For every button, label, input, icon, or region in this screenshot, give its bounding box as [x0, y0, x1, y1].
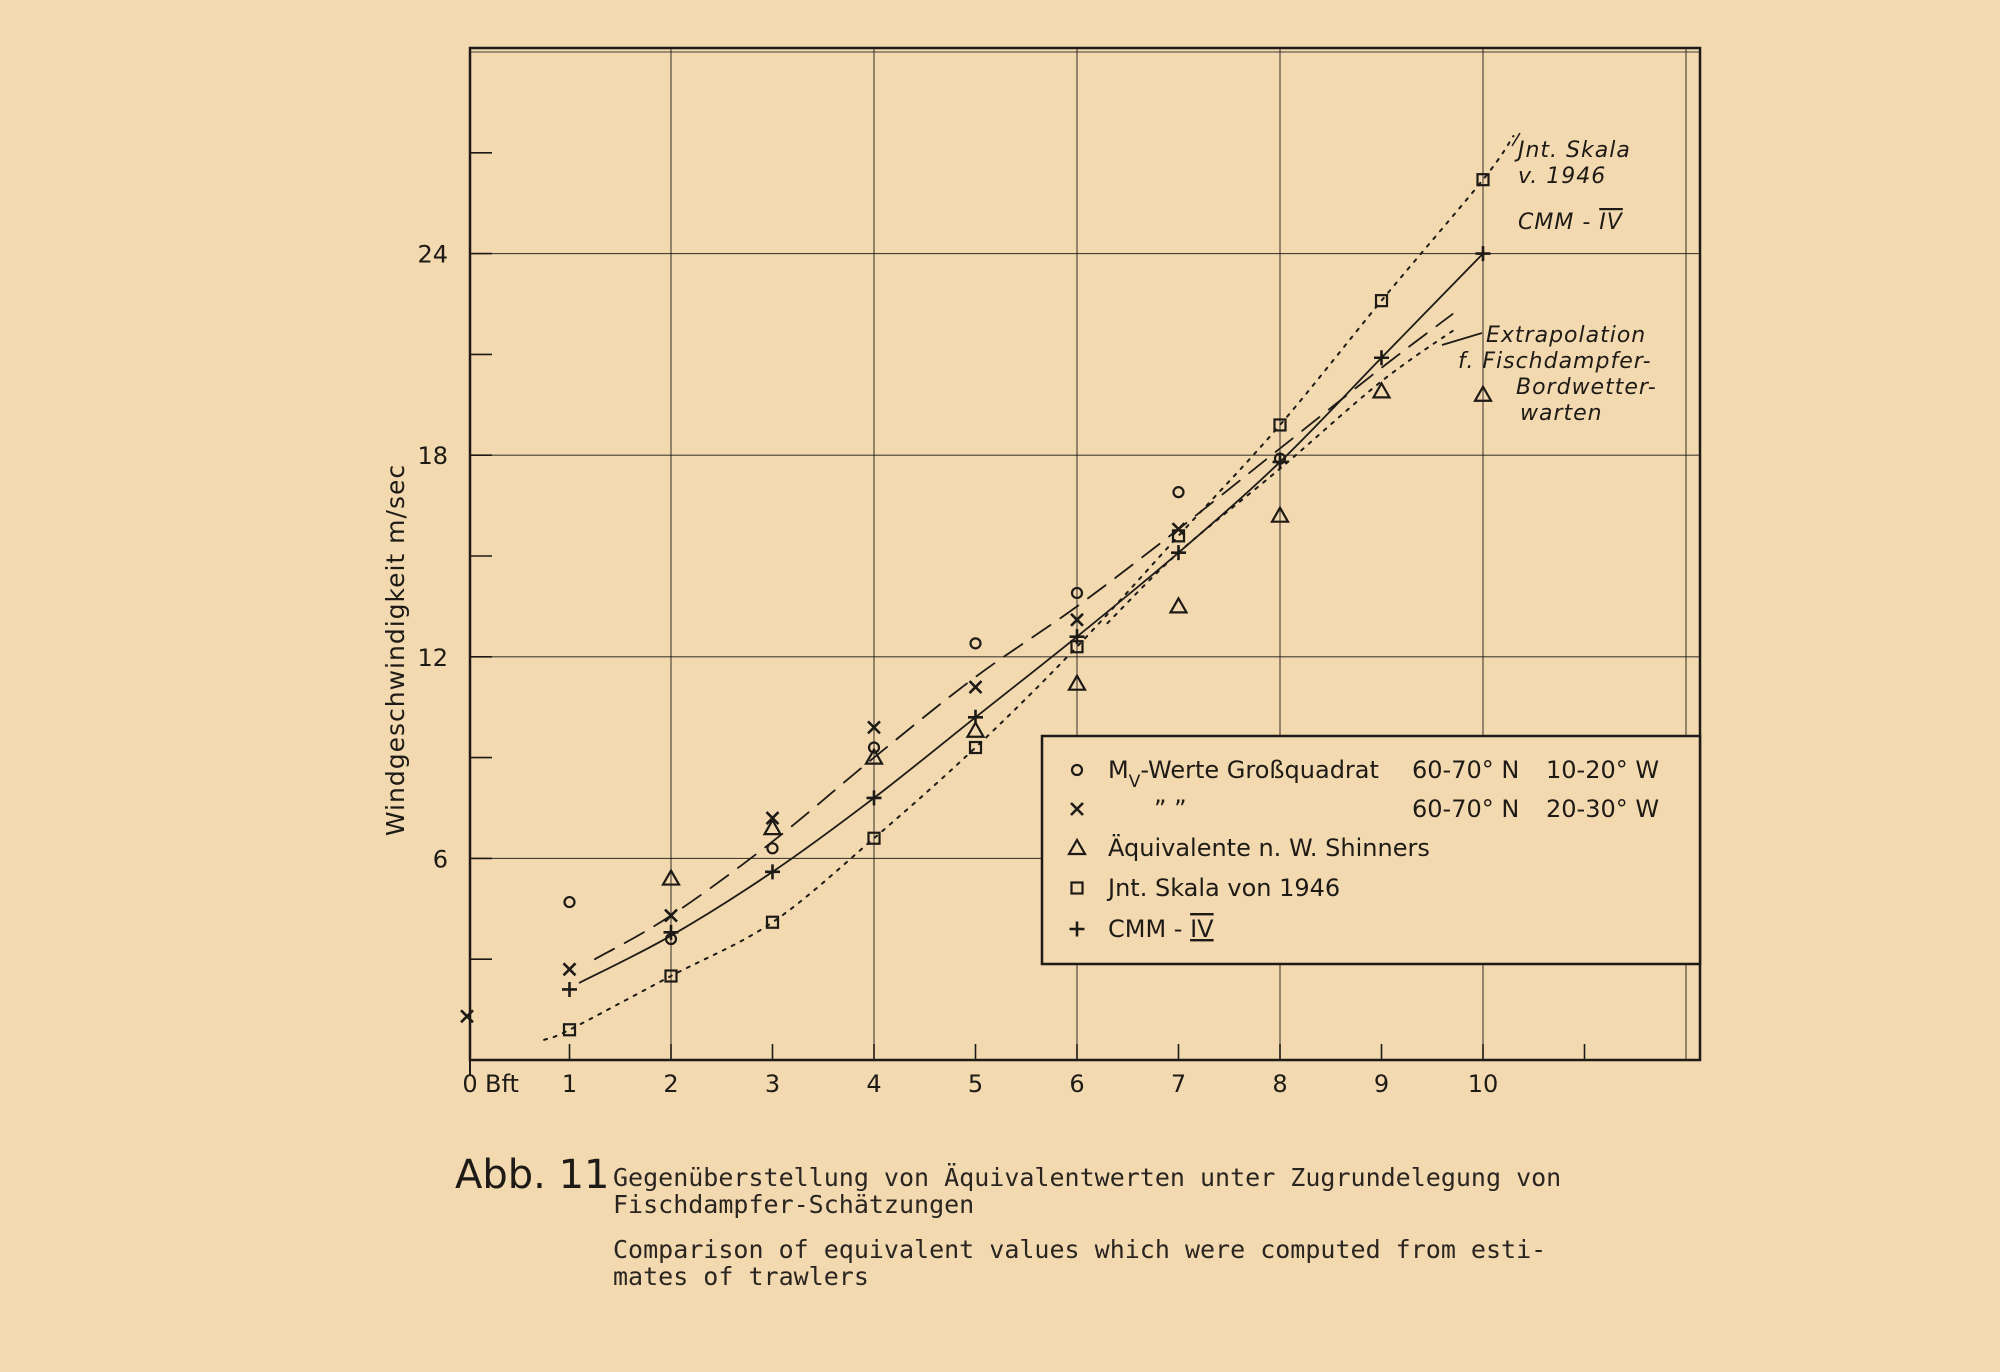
legend-entry-ditto: ” ”	[1154, 795, 1187, 823]
caption-german: Gegenüberstellung von Äquivalentwerten unter Zugrundelegung von Fischdampfer-Schätzungen	[613, 1163, 1562, 1219]
legend-ditto-lat: 60-70° N	[1412, 795, 1520, 823]
annotation-cmm-text: CMM -	[1518, 210, 1600, 235]
y-tick-labels	[417, 241, 448, 874]
legend-cmm-overline: IV	[1190, 915, 1214, 943]
y-tick-label: 24	[417, 240, 448, 269]
legend-mv-lon: 10-20° W	[1546, 756, 1660, 784]
plus-marker	[562, 982, 577, 997]
x-tick-label: 4	[866, 1070, 882, 1098]
legend-cmm-text: CMM -	[1108, 915, 1191, 943]
x-tick-label: 6	[1069, 1070, 1085, 1098]
legend-mv-lat: 60-70° N	[1412, 756, 1520, 784]
x-tick-label: 8	[1272, 1070, 1288, 1098]
legend-mv-rest: -Werte Großquadrat	[1140, 756, 1379, 784]
y-axis-label: Windgeschwindigkeit m/sec	[381, 463, 410, 837]
triangle-marker	[1374, 383, 1390, 397]
legend-mv-sub: V	[1128, 772, 1141, 792]
annotation-jnt-skala-line2: v. 1946	[1518, 164, 1607, 189]
x-tick-label: 3	[764, 1070, 781, 1098]
annotation-extrapolation-line2: f. Fischdampfer-	[1458, 349, 1652, 374]
x-tick-label: 0	[462, 1070, 478, 1098]
x-tick-label: 1	[561, 1070, 578, 1098]
x-tick-labels	[462, 1070, 1498, 1098]
curve-dot	[1107, 328, 1457, 624]
annotation-cmm-label	[1518, 210, 1624, 235]
x-marker	[564, 963, 576, 975]
y-tick-label: 12	[417, 643, 448, 672]
circle-marker	[565, 897, 575, 907]
x-tick-label: 10	[1467, 1070, 1499, 1098]
circle-marker	[971, 638, 981, 648]
x-tick-label: 2	[663, 1070, 679, 1098]
legend	[1042, 736, 1700, 964]
annotation-cmm-overline: IV	[1599, 210, 1623, 235]
x-tick-label: 5	[967, 1070, 984, 1098]
circle-marker	[768, 843, 778, 853]
annotation-extrapolation-line3: Bordwetter-	[1516, 375, 1657, 400]
annotation-jnt-skala-line1: Jnt. Skala	[1518, 138, 1631, 163]
legend-entry-jnt-skala: Jnt. Skala von 1946	[1108, 874, 1341, 902]
legend-entry-shinners: Äquivalente n. W. Shinners	[1108, 834, 1430, 862]
figure-label: Abb. 11	[455, 1152, 610, 1198]
square-marker	[564, 1024, 575, 1035]
annotation-pointer-extrapolation	[1442, 333, 1482, 345]
y-tick-label: 18	[417, 442, 448, 471]
triangle-marker	[1171, 598, 1187, 612]
triangle-marker	[968, 723, 984, 737]
y-tick-label: 6	[432, 845, 448, 874]
caption-english: Comparison of equivalent values which were computed from esti- mates of trawlers	[613, 1235, 1547, 1291]
circle-marker	[1174, 487, 1184, 497]
annotation-extrapolation-line1: Extrapolation	[1486, 323, 1647, 348]
x-marker	[1173, 523, 1185, 535]
x-tick-label: 9	[1373, 1070, 1390, 1098]
x-axis-label: Bft	[485, 1070, 519, 1098]
legend-mv-main: M	[1108, 756, 1129, 784]
x-tick-label: 7	[1170, 1070, 1187, 1098]
legend-entry-cmm	[1108, 915, 1214, 943]
x-marker	[970, 681, 982, 693]
plus-marker	[867, 790, 882, 805]
annotation-extrapolation-line4: warten	[1520, 401, 1603, 426]
plus-marker	[765, 864, 780, 879]
legend-ditto-lon: 20-30° W	[1546, 795, 1660, 823]
